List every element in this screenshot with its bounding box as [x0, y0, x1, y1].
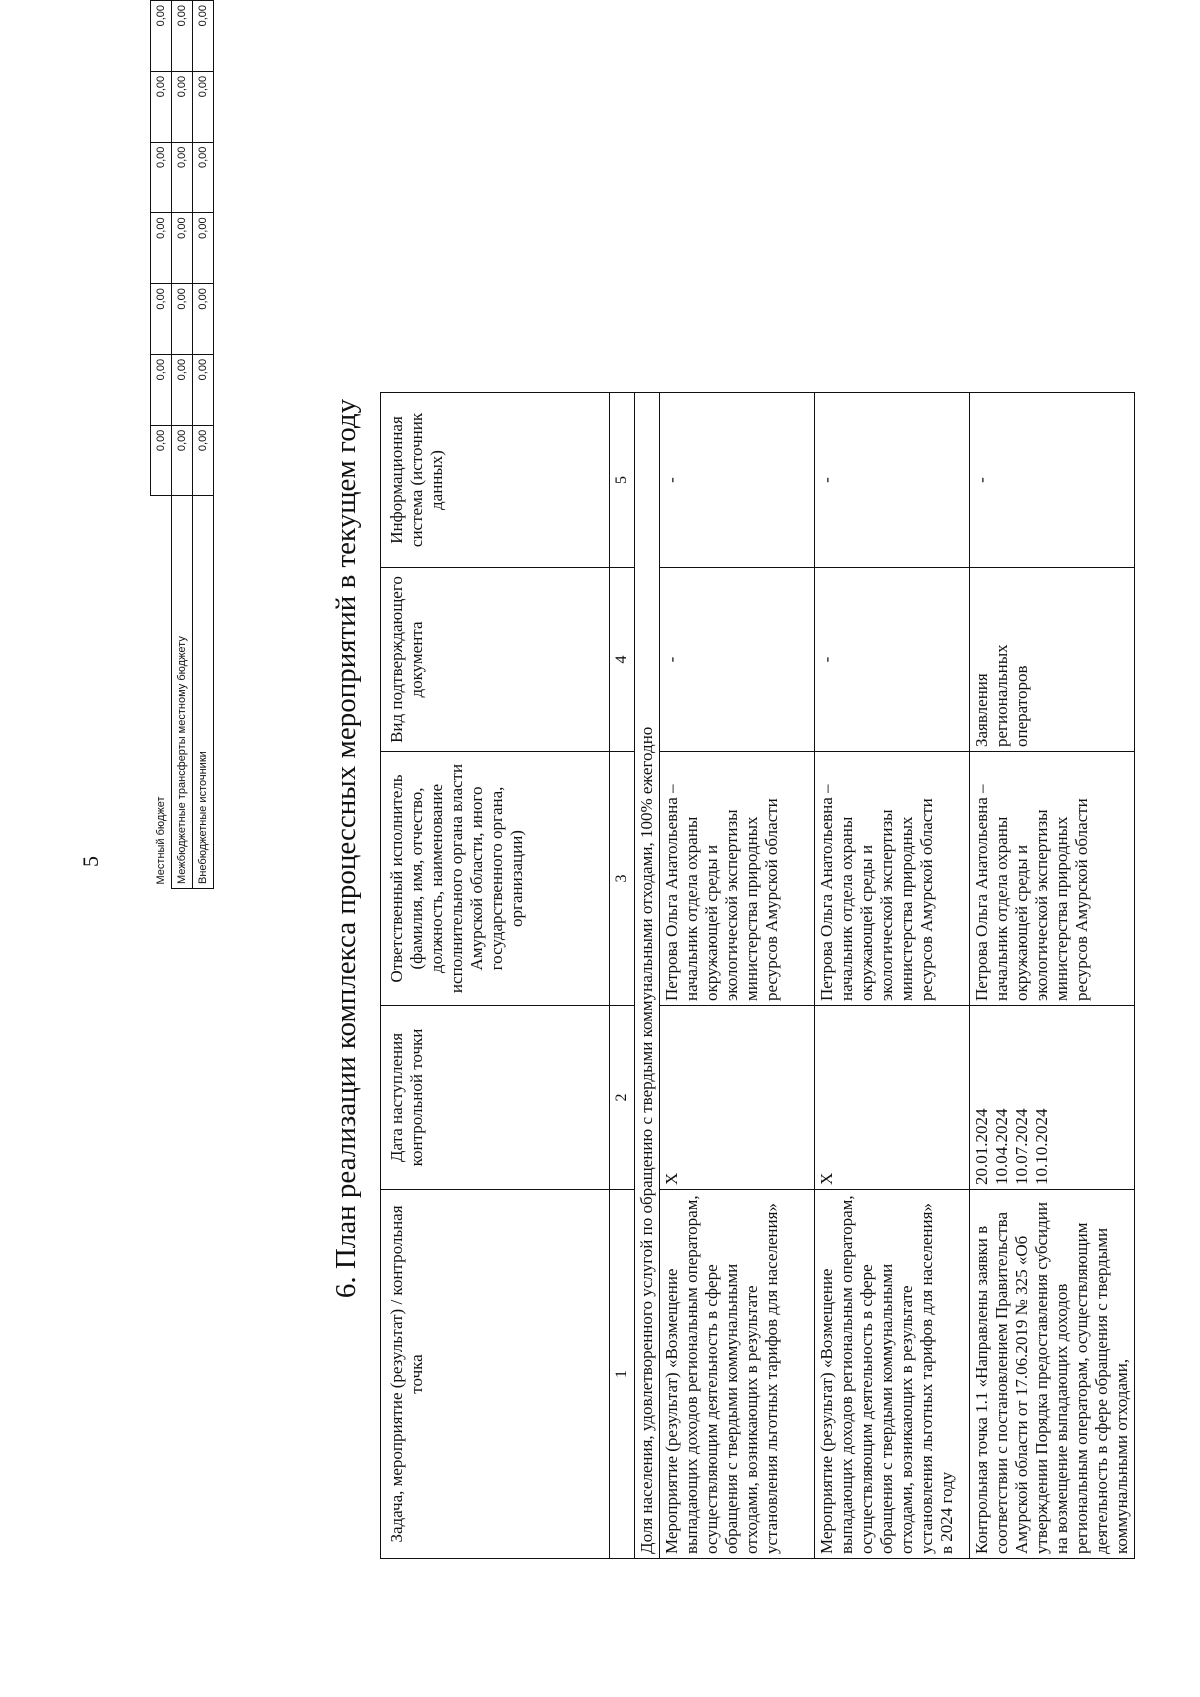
table-row	[660, 393, 815, 1559]
budget-value: 0,00	[172, 425, 193, 496]
system-cell: -	[970, 393, 1135, 568]
section-title: 6. План реализации комплекса процессных мероприятий в текущем году	[330, 398, 362, 1299]
task-cell: Мероприятие (результат) «Возмещение выпадающих доходов региональным операторам, осуществляющим деятельность в сфере обращения с твердыми коммунальными отходами, возникающих в результате установления льготных тарифов для населения»	[660, 1190, 815, 1559]
budget-value: 0,00	[193, 71, 214, 142]
column-header: Дата наступления контрольной точки	[381, 1006, 610, 1190]
budget-label: Внебюджетные источники	[193, 496, 214, 889]
budget-label: Межбюджетные трансферты местному бюджету	[172, 496, 193, 889]
task-cell: Мероприятие (результат) «Возмещение выпадающих доходов региональным операторам, осуществляющим деятельность в сфере обращения с твердыми коммунальными отходами, возникающих в результате установления льготных тарифов для населения» в 2024 году	[815, 1190, 970, 1559]
table-row	[815, 393, 970, 1559]
budget-value: 0,00	[151, 71, 172, 142]
budget-value: 0,00	[151, 354, 172, 425]
goal-text: Доля населения, удовлетворенного услугой по обращению с твердыми коммунальными отходами, 100% ежегодно	[635, 393, 660, 1559]
budget-value: 0,00	[151, 1, 172, 72]
table-header-row	[381, 393, 610, 1559]
budget-value: 0,00	[151, 213, 172, 284]
column-number: 1	[610, 1190, 635, 1559]
column-number: 4	[610, 568, 635, 752]
table-row	[970, 393, 1135, 1559]
budget-value: 0,00	[193, 213, 214, 284]
plan-table	[380, 392, 1135, 1559]
document-cell: -	[815, 568, 970, 752]
budget-value: 0,00	[151, 425, 172, 496]
budget-value: 0,00	[172, 354, 193, 425]
date-value: 10.10.2024	[1032, 1108, 1051, 1185]
column-number: 3	[610, 752, 635, 1006]
goal-row	[635, 393, 660, 1559]
document-cell: -	[660, 568, 815, 752]
budget-value: 0,00	[193, 425, 214, 496]
budget-value: 0,00	[172, 213, 193, 284]
table-row	[151, 1, 172, 889]
task-cell: Контрольная точка 1.1 «Направлены заявки в соответствии с постановлением Правительства Амурской области от 17.06.2019 № 325 «Об утверждении Порядка предоставления субсидии на возмещение выпадающих доходов региональным операторам, осуществляющим деятельность в сфере обращения с твердыми коммунальными отходами,	[970, 1190, 1135, 1559]
budget-value: 0,00	[172, 142, 193, 213]
date-value: 10.04.2024	[992, 1108, 1011, 1185]
responsible-cell: Петрова Ольга Анатольевна – начальник отдела охраны окружающей среды и экологической экспертизы министерства природных ресурсов Амурской области	[970, 752, 1135, 1006]
date-value: X	[662, 1172, 681, 1185]
budget-value: 0,00	[172, 284, 193, 355]
column-number: 2	[610, 1006, 635, 1190]
column-header: Задача, мероприятие (результат) / контрольная точка	[381, 1190, 610, 1559]
date-cell	[970, 1006, 1135, 1190]
budget-value: 0,00	[172, 1, 193, 72]
responsible-cell: Петрова Ольга Анатольевна – начальник отдела охраны окружающей среды и экологической экспертизы министерства природных ресурсов Амурской области	[660, 752, 815, 1006]
date-value: 20.01.2024	[972, 1108, 991, 1185]
budget-value: 0,00	[151, 142, 172, 213]
date-cell	[815, 1006, 970, 1190]
page-number: 5	[78, 856, 103, 867]
column-header: Ответственный исполнитель (фамилия, имя, отчество, должность, наименование исполнительного органа власти Амурской области, иного государственного органа, организации)	[381, 752, 610, 1006]
date-cell	[660, 1006, 815, 1190]
budget-value: 0,00	[193, 1, 214, 72]
column-header: Информационная система (источник данных)	[381, 393, 610, 568]
budget-value: 0,00	[151, 284, 172, 355]
budget-value: 0,00	[193, 142, 214, 213]
table-row	[172, 1, 193, 889]
budget-value: 0,00	[193, 284, 214, 355]
budget-value: 0,00	[172, 71, 193, 142]
document-cell: Заявления региональных операторов	[970, 568, 1135, 752]
date-value: X	[817, 1172, 836, 1185]
column-number: 5	[610, 393, 635, 568]
budget-value: 0,00	[193, 354, 214, 425]
responsible-cell: Петрова Ольга Анатольевна – начальник отдела охраны окружающей среды и экологической экспертизы министерства природных ресурсов Амурской области	[815, 752, 970, 1006]
column-header: Вид подтверждающего документа	[381, 568, 610, 752]
budget-label: Местный бюджет	[151, 496, 172, 889]
system-cell: -	[660, 393, 815, 568]
column-number-row	[610, 393, 635, 1559]
budget-table	[150, 0, 214, 889]
table-row	[193, 1, 214, 889]
system-cell: -	[815, 393, 970, 568]
date-value: 10.07.2024	[1012, 1108, 1031, 1185]
